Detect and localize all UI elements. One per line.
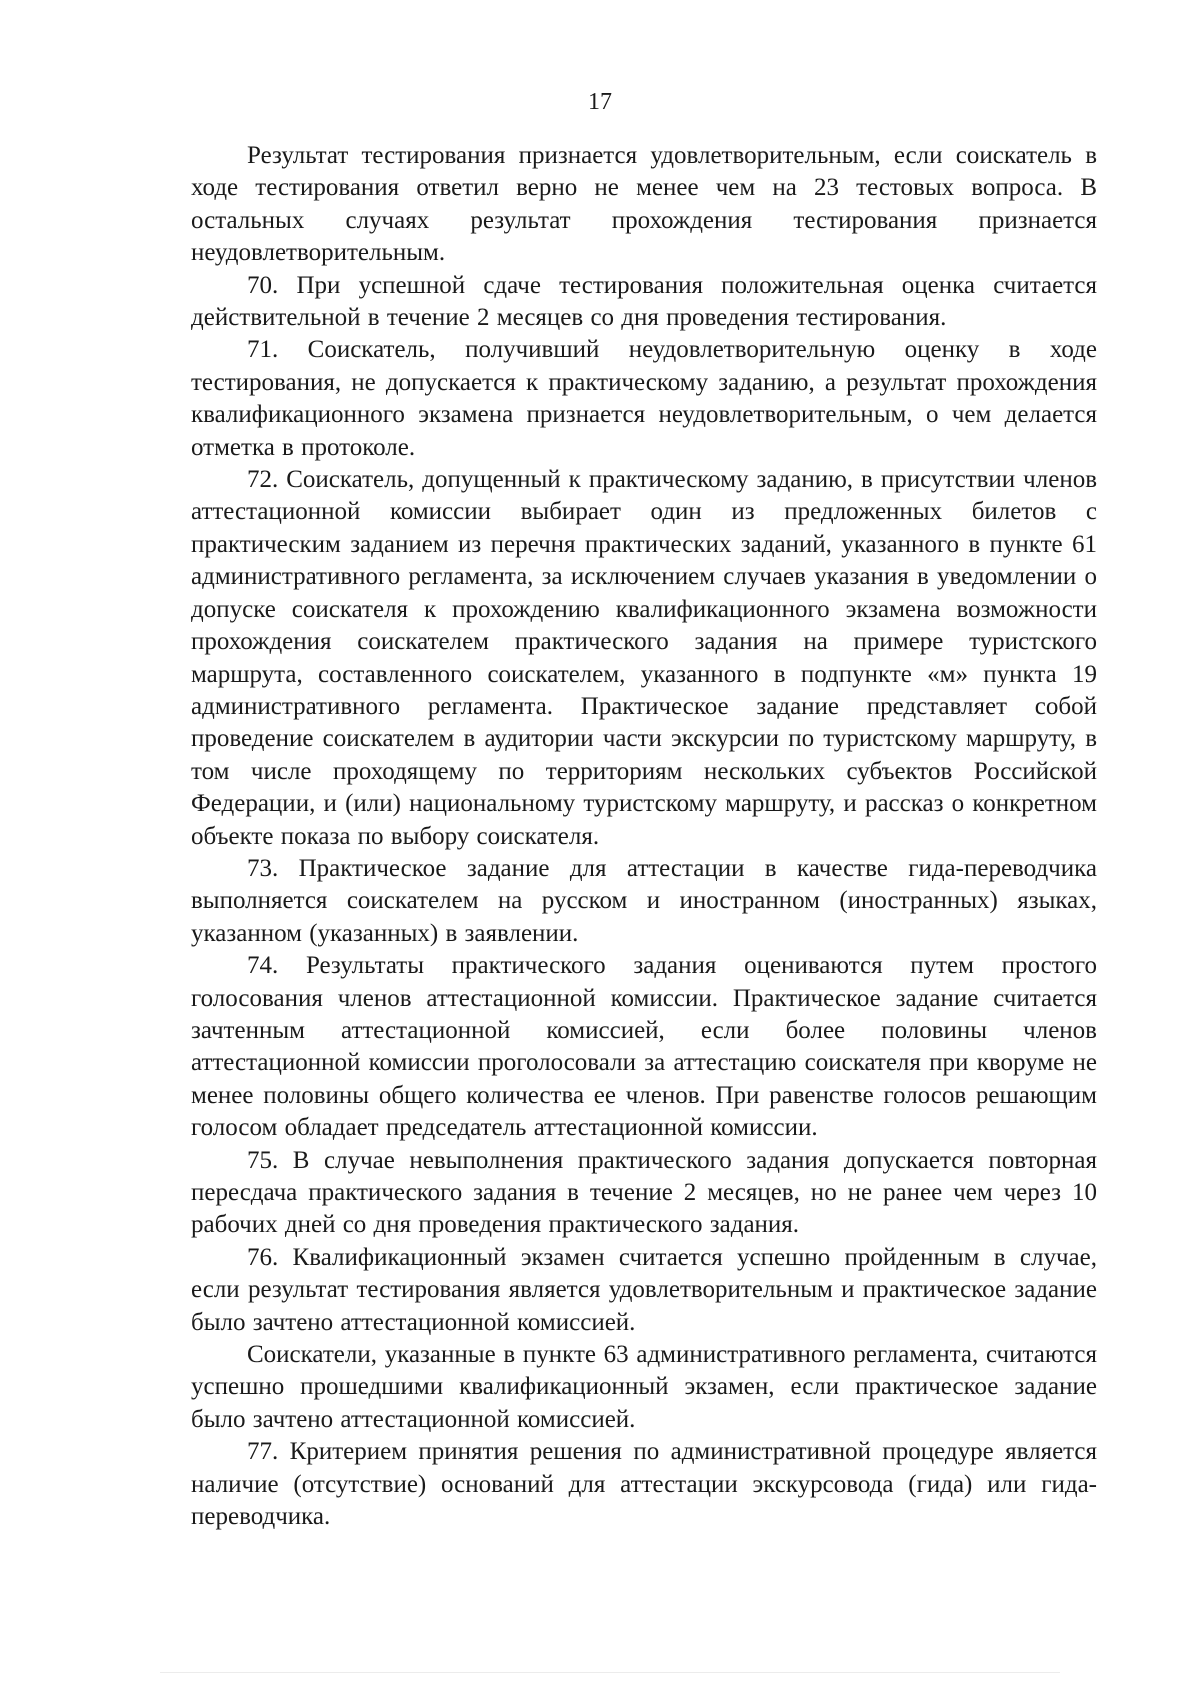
paragraph-73: 73. Практическое задание для аттестации в качестве гида-переводчика выполняется соискателем на русском и иностранном (иностранных) языках, указанном (указанных) в заявлении. xyxy=(191,854,1097,947)
paragraph-75: 75. В случае невыполнения практического задания допускается повторная пересдача практического задания в течение 2 месяцев, но не ранее чем через 10 рабочих дней со дня проведения практического задания. xyxy=(191,1146,1097,1239)
paragraph-76: 76. Квалификационный экзамен считается успешно пройденным в случае, если результат тестирования является удовлетворительным и практическое задание было зачтено аттестационной комиссией. xyxy=(191,1243,1097,1336)
page-number: 17 xyxy=(588,89,612,115)
scan-edge-line xyxy=(160,1672,1060,1673)
paragraph-76-applicants: Соискатели, указанные в пункте 63 административного регламента, считаются успешно прошедшими квалификационный экзамен, если практическое задание было зачтено аттестационной комиссией. xyxy=(191,1341,1097,1433)
paragraph-72: 72. Соискатель, допущенный к практическому заданию, в присутствии членов аттестационной комиссии выбирает один из предложенных билетов с практическим заданием из перечня практических заданий, указанного в пункте 61 административного регламента, за исключением случаев указания в уведомлении о допуске соискателя к прохождению квалификационного экзамена возможности прохождения соискателем практического задания на примере туристского маршрута, составленного соискателем, указанного в подпункте «м» пункта 19 административного регламента. Практическое задание представляет собой проведение соискателем в аудитории части экскурсии по туристскому маршруту, в том числе проходящему по территориям нескольких субъектов Российской Федерации, и (или) национальному туристскому маршруту, и рассказ о конкретном объекте показа по выбору соискателя. xyxy=(191,466,1097,850)
paragraph-test-result: Результат тестирования признается удовлетворительным, если соискатель в ходе тестирования ответил верно не менее чем на 23 тестовых вопроса. В остальных случаях результат прохождения тестирования признается неудовлетворительным. xyxy=(191,142,1097,267)
paragraph-77: 77. Критерием принятия решения по административной процедуре является наличие (отсутствие) оснований для аттестации экскурсовода (гида) или гида-переводчика. xyxy=(191,1438,1097,1531)
paragraph-70: 70. При успешной сдаче тестирования положительная оценка считается действительной в течение 2 месяцев со дня проведения тестирования. xyxy=(191,271,1097,332)
document-body xyxy=(191,140,1097,1533)
paragraph-74: 74. Результаты практического задания оцениваются путем простого голосования членов аттестационной комиссии. Практическое задание считается зачтенным аттестационной комиссией, если более половины членов аттестационной комиссии проголосовали за аттестацию соискателя при кворуме не менее половины общего количества ее членов. При равенстве голосов решающим голосом обладает председатель аттестационной комиссии. xyxy=(191,952,1097,1142)
paragraph-71: 71. Соискатель, получивший неудовлетворительную оценку в ходе тестирования, не допускается к практическому заданию, а результат прохождения квалификационного экзамена признается неудовлетворительным, о чем делается отметка в протоколе. xyxy=(191,336,1097,461)
